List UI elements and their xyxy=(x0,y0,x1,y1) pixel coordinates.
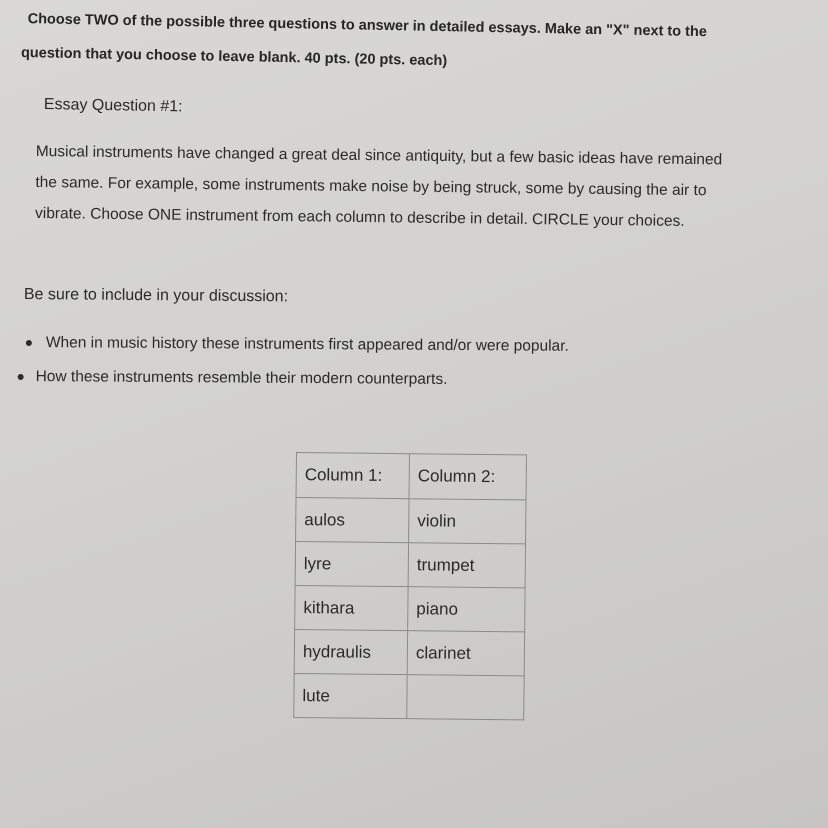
column-2-cell[interactable]: piano xyxy=(408,587,525,632)
table-header-row xyxy=(296,453,526,500)
column-1-cell[interactable]: lyre xyxy=(295,542,408,587)
prompt-line-1: Musical instruments have changed a great deal since antiquity, but a few basic ideas have remained xyxy=(35,142,723,169)
column-2-cell[interactable]: violin xyxy=(409,499,526,544)
column-1-cell[interactable]: lute xyxy=(294,673,407,718)
table-row xyxy=(294,673,524,719)
table-row xyxy=(295,585,525,631)
instructions xyxy=(21,2,812,85)
discussion-label: Be sure to include in your discussion: xyxy=(23,286,289,306)
column-1-cell[interactable]: aulos xyxy=(296,498,409,543)
column-1-cell[interactable]: kithara xyxy=(295,585,408,630)
column-2-cell[interactable]: clarinet xyxy=(407,631,524,676)
instructions-line-1: Choose TWO of the possible three questions to answer in detailed essays. Make an "X" next to the xyxy=(27,11,707,41)
essay-question-title: Essay Question #1: xyxy=(43,96,183,116)
column-2-header: Column 2: xyxy=(409,454,526,500)
column-2-cell[interactable]: trumpet xyxy=(408,543,525,588)
instrument-table xyxy=(293,452,527,720)
discussion-bullets xyxy=(24,326,784,399)
instructions-line-2: question that you choose to leave blank. 40 pts. (20 pts. each) xyxy=(20,44,448,70)
prompt-line-2: the same. For example, some instruments make noise by being struck, some by causing the air to xyxy=(35,173,707,200)
column-1-cell[interactable]: hydraulis xyxy=(294,629,407,674)
column-1-header: Column 1: xyxy=(296,453,409,499)
table-row xyxy=(294,629,524,675)
bullet-item: When in music history these instruments first appeared and/or were popular. xyxy=(24,326,784,365)
bullet-item: How these instruments resemble their modern counterparts. xyxy=(16,360,776,399)
prompt-line-3: vibrate. Choose ONE instrument from each column to describe in detail. CIRCLE your choices. xyxy=(34,204,685,230)
table-row xyxy=(295,542,525,588)
column-2-cell xyxy=(407,675,524,720)
table-row xyxy=(296,498,526,544)
essay-prompt xyxy=(35,136,828,239)
